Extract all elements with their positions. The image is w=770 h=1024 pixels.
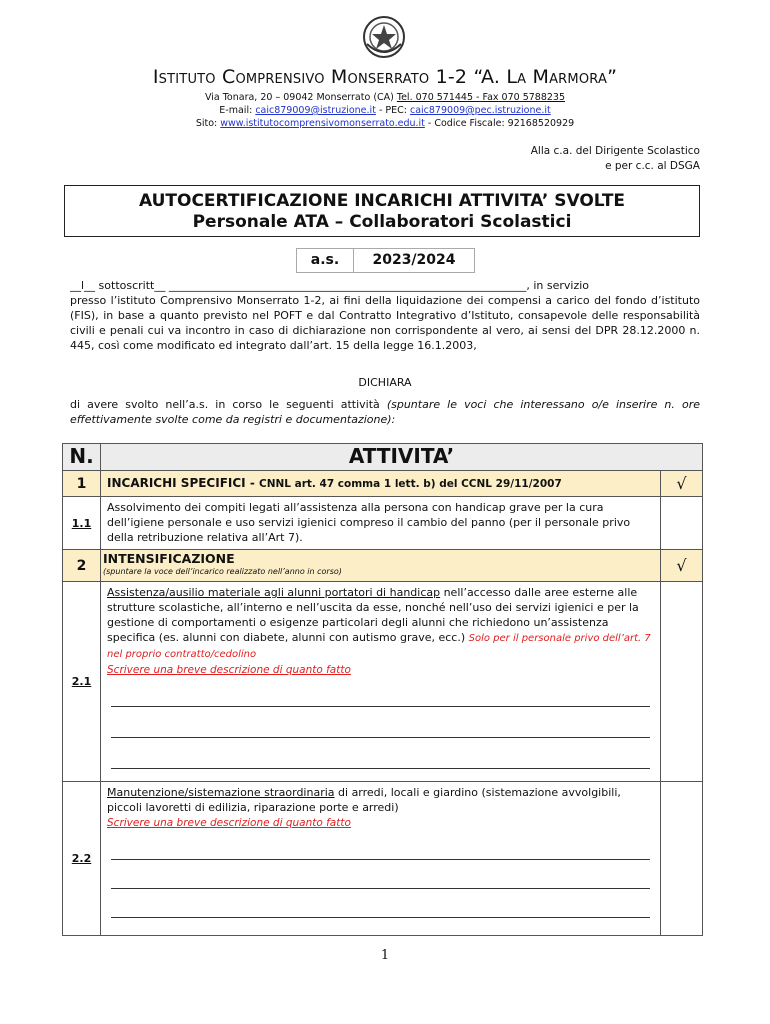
school-year-value: 2023/2024 [372,252,456,268]
describe-prompt: Scrivere una breve descrizione di quanto fatto [107,817,351,829]
pec-link[interactable]: caic879009@pec.istruzione.it [409,105,551,116]
answer-line[interactable] [111,831,650,860]
answer-line[interactable] [111,738,650,769]
answer-line[interactable] [111,889,650,918]
section-checkmark[interactable]: √ [661,471,703,497]
school-name: Istituto Comprensivo Monserrato 1-2 “A. La Marmora” [152,66,618,88]
section-title: INTENSIFICAZIONE (spuntare la voce dell’incarico realizzato nell’anno in corso) [101,550,661,582]
school-contacts: E-mail: caic879009@istruzione.it - PEC: caic879009@pec.istruzione.it [219,105,551,116]
email-link[interactable]: caic879009@istruzione.it [255,105,376,116]
attention-line-1: Alla c.a. del Dirigente Scolastico [530,145,700,157]
answer-line[interactable] [111,678,650,707]
section-number: 2 [63,550,101,582]
table-row [63,582,703,782]
answer-line[interactable] [111,707,650,738]
title-line-1: AUTOCERTIFICAZIONE INCARICHI ATTIVITA’ SVOLTE [138,191,626,211]
section-row-intensificazione [63,550,703,582]
check-cell[interactable] [661,782,703,936]
row-number: 2.2 [63,782,101,936]
table-header-row [63,444,703,471]
section-number: 1 [63,471,101,497]
column-number-header: N. [63,444,101,471]
column-activity-header: ATTIVITA’ [101,444,703,471]
school-year-label: a.s. [297,249,354,272]
row-description: Manutenzione/sistemazione straordinaria di arredi, locali e giardino (sistemazione avvolgibili, piccoli lavoretti di edilizia, riparazione porte e arredi) Scrivere una breve descrizione di quanto fatto [101,782,661,936]
check-cell[interactable] [661,582,703,782]
row-number: 1.1 [63,497,101,550]
section-checkmark[interactable]: √ [661,550,703,582]
republic-emblem-icon [361,14,407,60]
site-link[interactable]: www.istitutocomprensivomonserrato.edu.it [220,118,425,129]
row-number: 2.1 [63,582,101,782]
school-site: Sito: www.istitutocomprensivomonserrato.edu.it - Codice Fiscale: 92168520929 [195,118,575,129]
declares-heading: DICHIARA [358,376,412,389]
activities-table [62,443,703,936]
table-row [63,497,703,550]
describe-prompt: Scrivere una breve descrizione di quanto fatto [107,664,351,676]
attention-line-2: e per c.c. al DSGA [605,160,700,172]
row-description: Assolvimento dei compiti legati all’assistenza alla persona con handicap grave per la cura dell’igiene personale e uso servizi igienici compreso il cambio del panno (per il personale privo della retribuzione relativa all’Art 7). [101,497,661,550]
activities-intro: di avere svolto nell’a.s. in corso le seguenti attività (spuntare le voci che interessano o/e inserire n. ore effettivamente svolte come da registri e documentazione): [70,398,700,426]
section-title: INCARICHI SPECIFICI - CNNL art. 47 comma 1 lett. b) del CCNL 29/11/2007 [101,471,661,497]
title-line-2: Personale ATA – Collaboratori Scolastici [192,212,572,232]
section-row-incarichi [63,471,703,497]
declarant-line: __l__ sottoscritt__ _________________________________________________________________, in servizio [70,279,590,292]
phone-fax: Tel. 070 571445 - Fax 070 5788235 [396,92,566,103]
page-number: 1 [380,948,390,963]
check-cell[interactable] [661,497,703,550]
school-year-box [296,248,475,273]
school-address: Via Tonara, 20 – 09042 Monserrato (CA) Tel. 070 571445 - Fax 070 5788235 [204,92,566,103]
declaration-body: presso l’istituto Comprensivo Monserrato 1-2, ai fini della liquidazione dei compensi a carico del fondo d’istituto (FIS), in base a quanto previsto nel POFT e dal Contratto Integrativo d’Istituto, consapevole delle responsabilità civili e penali cui va incontro in caso di dichiarazione non corrispondente al vero, ai sensi del DPR 28.12.2000 n. 445, così come modificato ed integrato dall’art. 15 della legge 16.1.2003, [70,294,700,352]
table-row [63,782,703,936]
document-title [64,185,700,237]
answer-line[interactable] [111,860,650,889]
row-description: Assistenza/ausilio materiale agli alunni portatori di handicap nell’accesso dalle aree esterne alle strutture scolastiche, all’interno e nell’uscita da esse, nonché nell’uso dei servizi igienici e per la gestione di comportamenti o esigenze particolari degli alunni che richiedono un’assistenza specifica (es. alunni con diabete, alunni con autismo grave, ecc.) Solo per il personale privo dell’art. 7 nel proprio contratto/cedolino Scrivere una breve descrizione di quanto fatto [101,582,661,782]
